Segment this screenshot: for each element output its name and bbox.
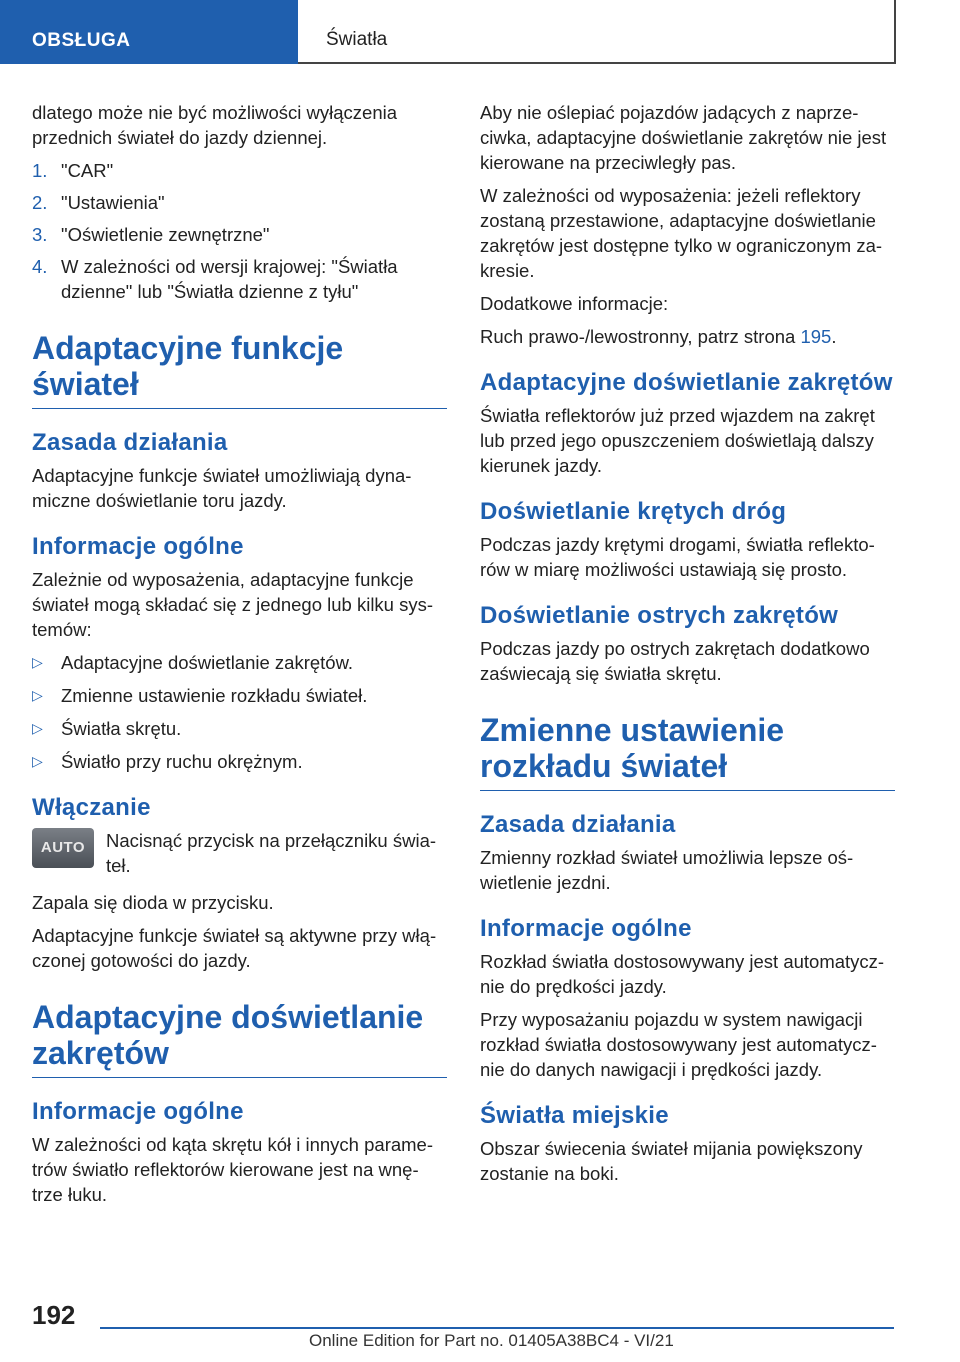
step-item bbox=[32, 254, 447, 304]
led-paragraph: Zapala się dioda w przycisku. bbox=[32, 892, 274, 913]
heading-enable: Włączanie bbox=[32, 794, 151, 821]
winding-paragraph: Podczas jazdy krętymi drogami, światła reflekto-rów w miarę możliwości ustawiają się prosto. bbox=[480, 534, 875, 580]
cornering-paragraph: Światła reflektorów już przed wjazdem na zakręt lub przed jego opuszczeniem doświetlają dalszy kierunek jazdy. bbox=[480, 405, 875, 476]
triangle-bullet-icon: ▷ bbox=[32, 753, 43, 769]
heading-city-lights: Światła miejskie bbox=[480, 1102, 669, 1129]
page-link[interactable]: 195 bbox=[800, 326, 832, 347]
step-item bbox=[32, 158, 447, 183]
heading-sharp-corners: Doświetlanie ostrych zakrętów bbox=[480, 602, 839, 629]
triangle-bullet-icon: ▷ bbox=[32, 687, 43, 703]
principle-right-paragraph: Zmienny rozkład świateł umożliwia lepsze oś-wietlenie jezdni. bbox=[480, 847, 854, 893]
step-item bbox=[32, 190, 447, 215]
general-paragraph: Zależnie od wyposażenia, adaptacyjne funkcje świateł mogą składać się z jednego lub kilku sys-temów: bbox=[32, 569, 434, 640]
general-right-paragraph-1: Rozkład światła dostosowywany jest automatycz-nie do prędkości jazdy. bbox=[480, 951, 885, 997]
list-item-text: Zmienne ustawienie rozkładu świateł. bbox=[61, 685, 368, 706]
list-item-text: Światła skrętu. bbox=[61, 718, 182, 739]
step-text: "CAR" bbox=[61, 160, 114, 181]
intro-paragraph: dlatego może nie być możliwości wyłączenia przednich świateł do jazdy dziennej. bbox=[32, 102, 398, 148]
step-number: 2. bbox=[32, 192, 48, 213]
principle-paragraph: Adaptacyjne funkcje świateł umożliwiają dyna-miczne doświetlanie toru jazdy. bbox=[32, 465, 412, 511]
step-item bbox=[32, 222, 447, 247]
heading-general-right: Informacje ogólne bbox=[480, 915, 692, 942]
footer-divider bbox=[100, 1327, 894, 1329]
footer-edition: Online Edition for Part no. 01405A38BC4 - VI/21 bbox=[309, 1331, 674, 1350]
paragraph-additional: Dodatkowe informacje: bbox=[480, 293, 669, 314]
enable-paragraph: Nacisnąć przycisk na przełączniku świa-teł. bbox=[106, 830, 437, 876]
left-column bbox=[32, 100, 447, 1215]
page-number: 192 bbox=[32, 1300, 76, 1330]
step-number: 4. bbox=[32, 256, 48, 277]
heading-adaptive-functions: Adaptacyjne funkcje świateł bbox=[32, 330, 447, 409]
heading-principle-right: Zasada działania bbox=[480, 811, 676, 838]
right-column bbox=[480, 100, 895, 1194]
general2-paragraph: W zależności od kąta skrętu kół i innych parame-trów światło reflektorów kierowane jest na wnę-trze łuku. bbox=[32, 1134, 434, 1205]
general-right-paragraph-2: Przy wyposażaniu pojazdu w system nawigacji rozkład światła dostosowywany jest automatycz-nie do danych nawigacji i prędkości jazdy. bbox=[480, 1009, 877, 1080]
heading-principle: Zasada działania bbox=[32, 429, 228, 456]
list-item-text: Światło przy ruchu okrężnym. bbox=[61, 751, 303, 772]
step-text: "Ustawienia" bbox=[61, 192, 165, 213]
paragraph-oncoming: Aby nie oślepiać pojazdów jadących z naprze-ciwka, adaptacyjne doświetlanie zakrętów nie jest kierowane na przeciwległy pas. bbox=[480, 102, 887, 173]
step-number: 1. bbox=[32, 160, 48, 181]
list-item bbox=[32, 716, 447, 741]
list-item-text: Adaptacyjne doświetlanie zakrętów. bbox=[61, 652, 354, 673]
traffic-text: Ruch prawo-/lewostronny, patrz strona bbox=[480, 326, 801, 347]
list-item bbox=[32, 650, 447, 675]
heading-general-info-2: Informacje ogólne bbox=[32, 1098, 244, 1125]
step-number: 3. bbox=[32, 224, 48, 245]
heading-cornering: Adaptacyjne doświetlanie zakrętów bbox=[480, 369, 893, 396]
heading-variable-distribution: Zmienne ustawienie rozkładu świateł bbox=[480, 712, 895, 791]
active-paragraph: Adaptacyjne funkcje świateł są aktywne przy włą-czonej gotowości do jazdy. bbox=[32, 925, 437, 971]
header-divider bbox=[298, 62, 312, 64]
header-section-tab: OBSŁUGA bbox=[0, 0, 298, 64]
heading-adaptive-cornering: Adaptacyjne doświetlanie zakrętów bbox=[32, 999, 447, 1078]
step-text: "Oświetlenie zewnętrzne" bbox=[61, 224, 270, 245]
auto-instruction bbox=[32, 828, 447, 880]
step-text: W zależności od wersji krajowej: "Światła dzienne" lub "Światła dzienne z tyłu" bbox=[61, 256, 398, 302]
sharp-paragraph: Podczas jazdy po ostrych zakrętach dodatkowo zaświecają się światła skrętu. bbox=[480, 638, 870, 684]
heading-winding-roads: Doświetlanie krętych dróg bbox=[480, 498, 787, 525]
list-item bbox=[32, 749, 447, 774]
auto-button-icon: AUTO bbox=[32, 828, 94, 868]
paragraph-equipment: W zależności od wyposażenia: jeżeli reflektory zostaną przestawione, adaptacyjne doświetlanie zakrętów jest dostępne tylko w ograniczonym za-kresie. bbox=[480, 185, 883, 281]
triangle-bullet-icon: ▷ bbox=[32, 720, 43, 736]
functions-list bbox=[32, 650, 447, 774]
heading-general-info: Informacje ogólne bbox=[32, 533, 244, 560]
triangle-bullet-icon: ▷ bbox=[32, 654, 43, 670]
city-paragraph: Obszar świecenia świateł mijania powiększony zostanie na boki. bbox=[480, 1138, 863, 1184]
steps-list bbox=[32, 158, 447, 304]
header-title: Światła bbox=[312, 0, 896, 64]
paragraph-traffic bbox=[480, 324, 895, 349]
traffic-end: . bbox=[831, 326, 837, 347]
list-item bbox=[32, 683, 447, 708]
